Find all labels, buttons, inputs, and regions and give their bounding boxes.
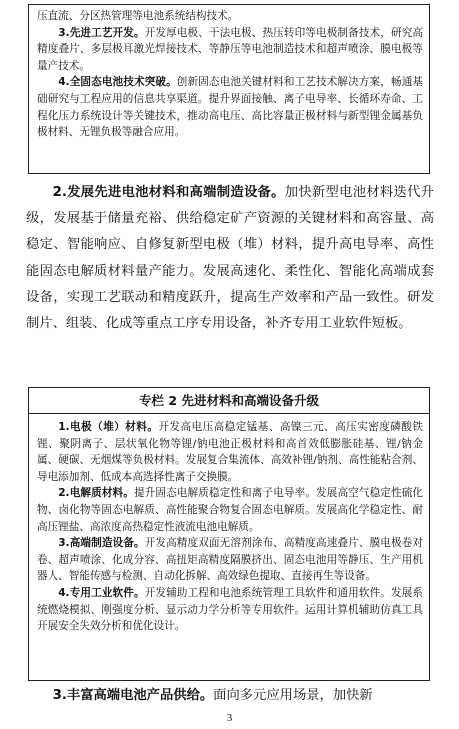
section-3-paragraph [26, 683, 434, 709]
box1-item-4 [37, 74, 423, 140]
box2-item-3-text: 开发高精度双面无溶剂涂布、高精度高速叠片、膜电极卷对卷、超声喷涂、化成分容、高扭矩高精度隔膜挤出、固态电池用等静压、生产用机器人、智能传感与检测、自动化拆解、高效绿色提取、直接再生等设备。 [37, 537, 423, 583]
box2-item-1 [37, 419, 423, 485]
feature-box-continued [28, 4, 430, 174]
box2-item-2 [37, 485, 423, 535]
box2-item-2-heading: 2.电解质材料。 [58, 487, 134, 500]
section-3-heading: 3.丰富高端电池产品供给。 [52, 688, 214, 703]
box2-item-1-text: 开发高电压高稳定锰基、高镍三元、高压实密度磷酸铁锂、聚阴离子、层状氧化物等锂/钠电池正极材料和高首效低膨胀硅基、锂/钠金属、硬碳、无烟煤等负极材料。发展复合集流体、高效补锂/钠剂、高性能粘合剂、导电添加剂、低成本高选择性离子交换膜。 [37, 421, 423, 483]
box1-item-3-heading: 3.先进工艺开发。 [58, 26, 145, 39]
box1-item-3-text: 开发厚电极、干法电极、热压转印等电极制备技术，研究高精度叠片、多层极耳激光焊接技术、等静压等电池制造技术和超声喷涂、膜电极等量产技术。 [37, 26, 423, 72]
box2-item-3 [37, 535, 423, 585]
feature-box-2 [28, 387, 430, 681]
section-2-heading: 2.发展先进电池材料和高端制造设备。 [52, 185, 285, 200]
section-2-text: 加快新型电池材料迭代升级，发展基于储量充裕、供给稳定矿产资源的关键材料和高容量、高稳定、智能响应、自修复新型电极（堆）材料，提升高电导率、高性能固态电解质材料量产能力。发展高速化、柔性化、智能化高端成套设备，实现工艺联动和精度跃升，提高生产效率和产品一致性。研发制片、组装、化成等重点工序专用设备，补齐专用工业软件短板。 [26, 185, 434, 332]
box1-item-4-text: 创新固态电池关键材料和工艺技术解决方案，畅通基础研究与工程应用的信息共享渠道。提升界面接触、离子电导率、长循环寿命、工程化压力系统设计等关键技术，推动高电压、高比容量正极材料与新型锂金属基负极材料、无锂负极等融合应用。 [37, 76, 423, 139]
box2-item-4-text: 开发辅助工程和电池系统管理工具软件和通用软件。发展系统燃烧模拟、刚强度分析、显示动力学分析等专用软件。运用计算机辅助仿真工具开展安全失效分析和优化设计。 [37, 586, 423, 633]
box2-item-4-heading: 4.专用工业软件。 [58, 586, 145, 599]
section-3-text: 面向多元应用场景，加快新 [213, 688, 373, 703]
box2-item-1-heading: 1.电极（堆）材料。 [58, 421, 159, 433]
section-2-paragraph [26, 180, 434, 337]
box1-item-4-heading: 4.全固态电池技术突破。 [58, 76, 177, 89]
box2-item-2-text: 提升固态电解质稳定性和离子电导率。发展高空气稳定性硫化物、卤化物等固态电解质、高性能聚合物复合固态电解质。发展高化学稳定性、耐高压锂盐、高浓度高热稳定性液流电池电解质。 [37, 487, 424, 533]
box2-item-4 [37, 585, 423, 635]
feature-box-2-title: 专栏 2 先进材料和高端设备升级 [29, 388, 429, 414]
page-number: 3 [226, 712, 233, 724]
box2-item-3-heading: 3.高端制造设备。 [58, 537, 145, 550]
box1-item-3 [37, 25, 423, 75]
box1-continuation: 压直流、分区热管理等电池系统结构技术。 [37, 10, 239, 22]
